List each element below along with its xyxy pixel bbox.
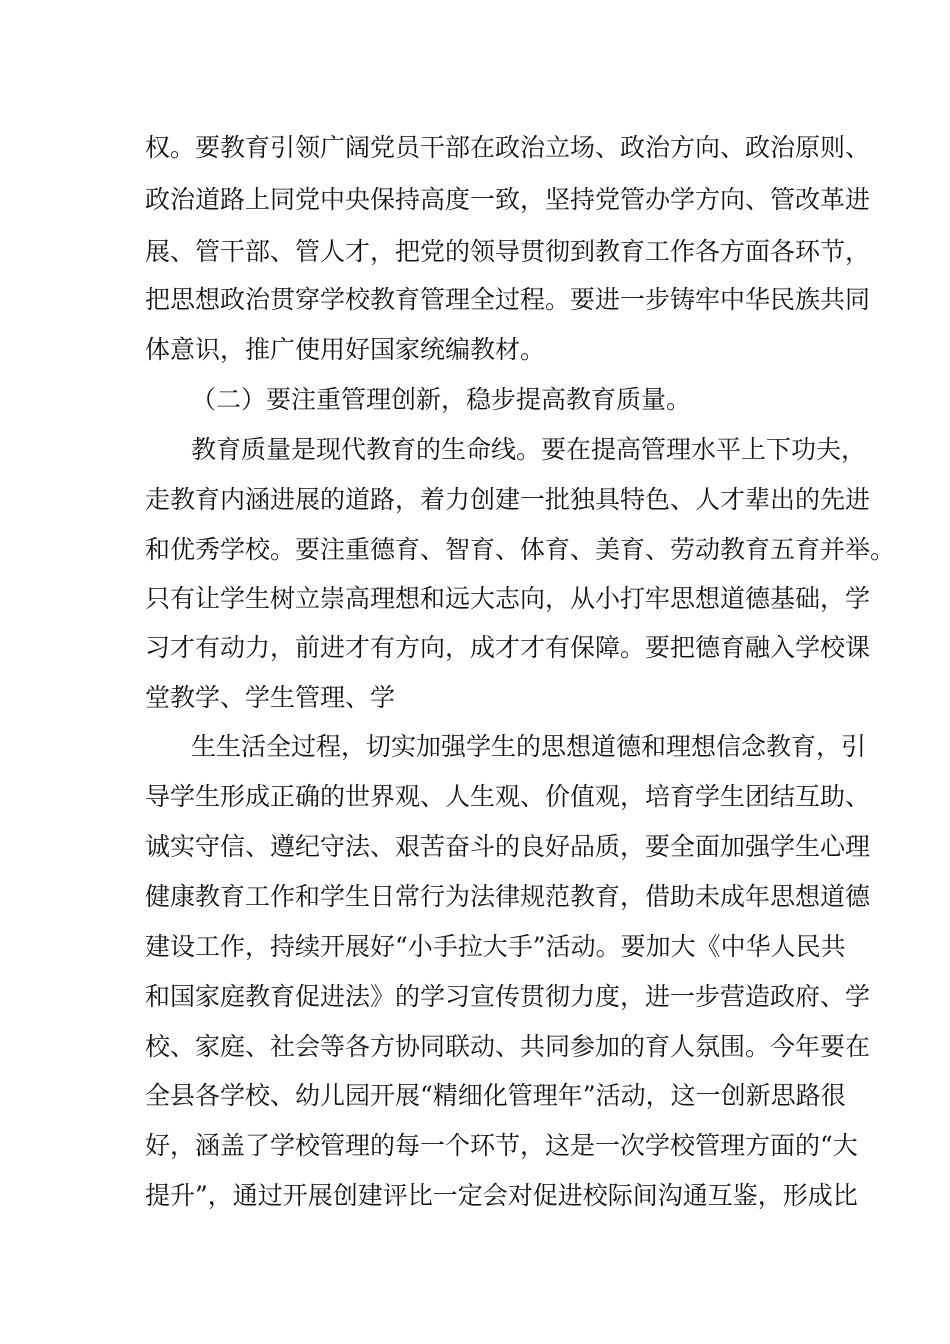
text-line: 建设工作，持续开展好“小手拉大手”活动。要加大《中华人民共 (145, 932, 846, 961)
text-line: 走教育内涵进展的道路，着力创建一批独具特色、人才辈出的先进 (145, 485, 871, 514)
text-line: 诚实守信、遵纪守法、艰苦奋斗的良好品质，要全面加强学生心理 (145, 832, 871, 861)
text-line: 教育质量是现代教育的生命线。要在提高管理水平上下功夫， (191, 435, 867, 464)
text-line: 政治道路上同党中央保持高度一致，坚持党管办学方向、管改革进 (145, 185, 871, 214)
text-line: 体意识，推广使用好国家统编教材。 (145, 335, 546, 364)
text-line: 导学生形成正确的世界观、人生观、价值观，培育学生团结互助、 (145, 782, 871, 811)
text-line: 习才有动力，前进才有方向，成才才有保障。要把德育融入学校课 (145, 633, 871, 662)
text-line: 校、家庭、社会等各方协同联动、共同参加的育人氛围。今年要在 (145, 1032, 871, 1061)
text-line: 健康教育工作和学生日常行为法律规范教育，借助未成年思想道德 (145, 882, 871, 911)
text-line: 只有让学生树立崇高理想和远大志向，从小打牢思想道德基础，学 (145, 584, 871, 613)
text-line: 权。要教育引领广阔党员干部在政治立场、政治方向、政治原则、 (145, 133, 871, 162)
text-line: 生生活全过程，切实加强学生的思想道德和理想信念教育，引 (191, 732, 867, 761)
section-heading: （二）要注重管理创新，稳步提高教育质量。 (191, 385, 692, 414)
text-line: 展、管干部、管人才，把党的领导贯彻到教育工作各方面各环节， (145, 237, 871, 266)
text-line: 提升”，通过开展创建评比一定会对促进校际间沟通互鉴，形成比 (145, 1181, 858, 1210)
text-line: 把思想政治贯穿学校教育管理全过程。要进一步铸牢中华民族共同 (145, 285, 871, 314)
text-line: 和国家庭教育促进法》的学习宣传贯彻力度，进一步营造政府、学 (145, 982, 871, 1011)
text-line: 全县各学校、幼儿园开展“精细化管理年”活动，这一创新思路很 (145, 1081, 846, 1110)
text-line: 和优秀学校。要注重德育、智育、体育、美育、劳动教育五育并举。 (145, 535, 896, 564)
text-line: 好，涵盖了学校管理的每一个环节，这是一次学校管理方面的“大 (145, 1131, 858, 1160)
text-line: 堂教学、学生管理、学 (145, 683, 396, 712)
